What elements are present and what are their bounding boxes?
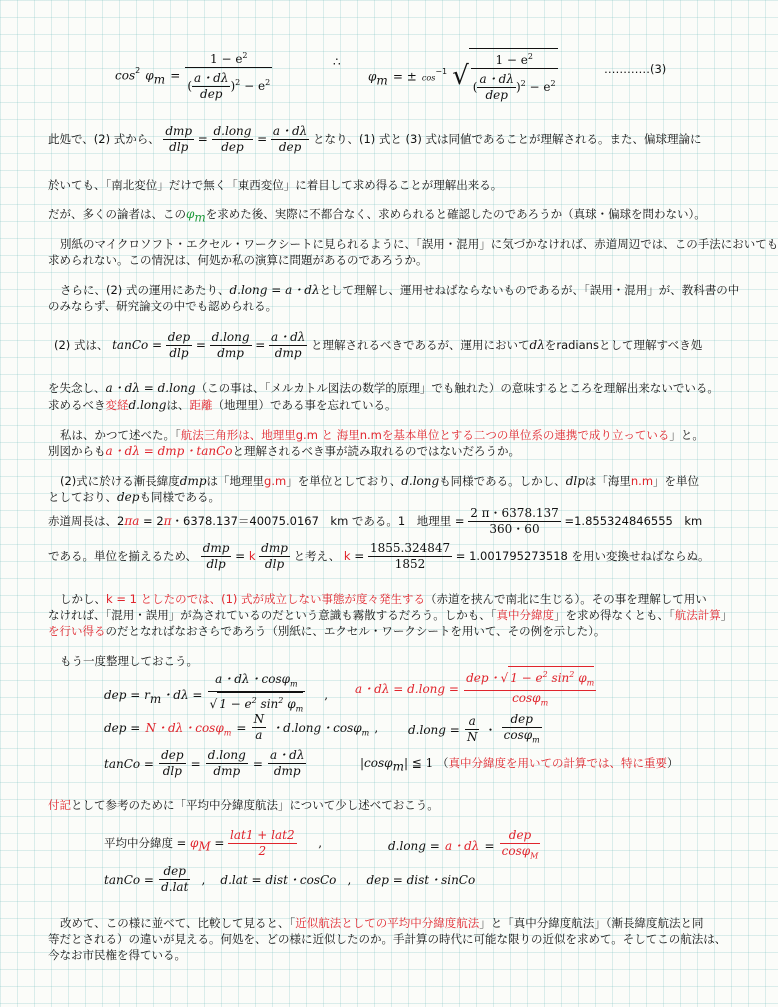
appendix-intro: 付記として参考のために「平均中分緯度航法」について少し述べておこう。	[48, 798, 439, 812]
paragraph-2: だが、多くの論者は、この$\varphi_m$を求めた後、実際に不都合なく、求められると確認したのであろうか（真球・偏球を問わない）。	[48, 207, 706, 225]
closing-line-3: 今なお市民権を得ている。	[48, 948, 186, 962]
summary-cos-bound: |cosφ$_m$| ≦ 1 （真中分緯度を用いての計算では、特に重要）	[360, 756, 679, 774]
paragraph-1-line-2: 於いても、「南北変位」だけで無く「東西変位」に着目して求め得ることが理解出来る。	[48, 178, 503, 192]
summary-eq-tanco: tanCo = $\frac{\text{dep}}{\text{dlp}}$ = $\frac{\text{d.long}}{\text{dmp}}$ = $\frac{a・d\lambda}{\text{dmp}}$	[104, 748, 305, 778]
equation-3-solution: $\varphi_m$ = ± $\cos^{-1}$ √ $1 - e^2$ ( $\frac{a・d\lambda}{\text{dep}}$ )$^2 - e^2$	[368, 48, 558, 103]
paragraph-9-line-3: を行い得るのだとなればなおさらであろう（別紙に、エクセル・ワークシートを用いて、その例を示した）。	[48, 624, 606, 638]
paragraph-9-line-1: しかし、k = 1 としたのでは、(1) 式が成立しない事態が度々発生する（赤道を挟んで南北に生じる）。その事を理解して用い	[60, 592, 707, 606]
paragraph-4-line-2: のみならず、研究論文の中でも認められる。	[48, 299, 278, 313]
summary-title: もう一度整理しておこう。	[60, 654, 198, 668]
paragraph-4-line-1: さらに、(2) 式の運用にあたり、d.long = a・dλとして理解し、運用せねばならないものであるが、「誤用・混用」が、教科書の中	[60, 283, 740, 297]
paragraph-6-line-1: 私は、かつて述べた。「航法三角形は、地理里g.m と 海里n.mを基本単位とする二つの単位系の連携で成り立っている」と。	[60, 428, 704, 442]
paragraph-1: 此処で、(2) 式から、 $\frac{\text{dmp}}{\text{dlp}}$ = $\frac{\text{d.long}}{\text{dep}}$ = $\frac{a・d\lambda}{\text{dep}}$ となり、(1) 式と (3) 式は同値であることが理解される。また、偏球理論に	[48, 124, 702, 154]
eq3-fraction: $1 - e^2$ ( $\frac{a・d\lambda}{\text{dep}}$ )$^2 - e^2$	[185, 48, 272, 102]
closing-line-1: 改めて、この様に並べて、比較して見ると、「近似航法としての平均中分緯度航法」と「真中分緯度航法」（漸長緯度航法と同	[60, 916, 704, 930]
sqrt-sign: √	[452, 61, 469, 91]
paragraph-7-line-2: としており、depも同様である。	[48, 490, 220, 504]
paragraph-9-line-2: なければ、「混用・誤用」が為されているのだという意識も霧散するだろう。しかも、「真中分緯度」を求め得なくとも、「航法計算」	[48, 608, 733, 622]
paragraph-8-line-1: 赤道周長は、2πa = 2π・6378.137＝40075.0167 km である。1 地理里 = $\frac{2 \pi・6378.137}{360・60}$ =1.855324846555 km	[48, 506, 703, 536]
equation-3: $\cos^2 \varphi_m$ = $1 - e^2$ ( $\frac{a・d\lambda}{\text{dep}}$ )$^2 - e^2$	[115, 48, 272, 102]
therefore-symbol: ∴	[333, 55, 341, 69]
paragraph-8-line-2: である。単位を揃えるため、 $\frac{\text{dmp}}{\text{dlp}}$ = k $\frac{\text{dmp}}{\text{dlp}}$ と考え、 k = $\frac{1855.324847}{1852}$ = 1.001795273518 を用い変換せねばならぬ。	[48, 541, 710, 571]
paragraph-3-line-1: 別紙のマイクロソフト・エクセル・ワークシートに見られるように、「誤用・混用」に気づかなければ、赤道周辺では、この手法においても	[60, 237, 778, 251]
summary-eq-dep: dep = $r_m$・dλ = $\frac{a・d\lambda・\cos\varphi_m}{√ 1 - e^2 \sin^2 \varphi_m}$ ,	[104, 672, 328, 717]
appendix-dlong: d.long = a・dλ = $\frac{\text{dep}}{\cos\varphi_M}$	[388, 828, 539, 861]
appendix-mean-latitude: 平均中分緯度 = $\varphi_M$ = $\frac{\text{lat1 + lat2}}{2}$ ,	[104, 828, 323, 858]
paragraph-5-line-2: を失念し、a・dλ = d.long（この事は、「メルカトル図法の数学的原理」でも触れた）の意味するところを理解出来ないでいる。	[48, 381, 719, 395]
summary-eq-dlong-N: d.long = $\frac{a}{N}$ ・ $\frac{\text{dep}}{\cos\varphi_m}$	[408, 712, 540, 745]
equation-number-3: …………(3)	[604, 62, 667, 76]
paragraph-3-line-2: 求められない。この情況は、何処か私の演算に問題があるのであろうか。	[48, 253, 428, 267]
closing-line-2: 等だとされる）の違いが見える。何処を、どの様に近似したのか。手計算の時代に可能な限りの近似を求めて。そしてこの航法は、	[48, 932, 727, 946]
appendix-tanco: tanCo = $\frac{\text{dep}}{\text{d.lat}}$ , d.lat = dist・cosCo , dep = dist・sinCo	[104, 864, 476, 894]
paragraph-6-line-2: 別図からもa・dλ = dmp・tanCoと理解されるべき事が読み取れるのではないだろうか。	[48, 444, 520, 458]
paragraph-7-line-1: (2)式に於ける漸長緯度dmpは「地理里g.m」を単位としており、d.longも同様である。しかし、dlpは「海里n.m」を単位	[60, 474, 700, 488]
summary-eq-dep-N: dep = N・dλ・cosφ$_m$ = $\frac{N}{a}$ ・d.long・cosφ$_m$ ,	[104, 712, 379, 742]
summary-eq-dlong: a・dλ = d.long = $\frac{dep・√ 1 - e^2 \sin^2 \varphi_m}{\cos\varphi_m}$	[355, 666, 596, 711]
paragraph-5-line-3: 求めるべき変経d.longは、距離（地理里）である事を忘れている。	[48, 398, 397, 412]
paragraph-5-line-1: (2) 式は、 tanCo = $\frac{\text{dep}}{\text{dlp}}$ = $\frac{\text{d.long}}{\text{dmp}}$ = $\frac{a・d\lambda}{\text{dmp}}$ と理解されるべきであるが、運用においてdλをradiansとして理解すべき処	[54, 330, 703, 360]
